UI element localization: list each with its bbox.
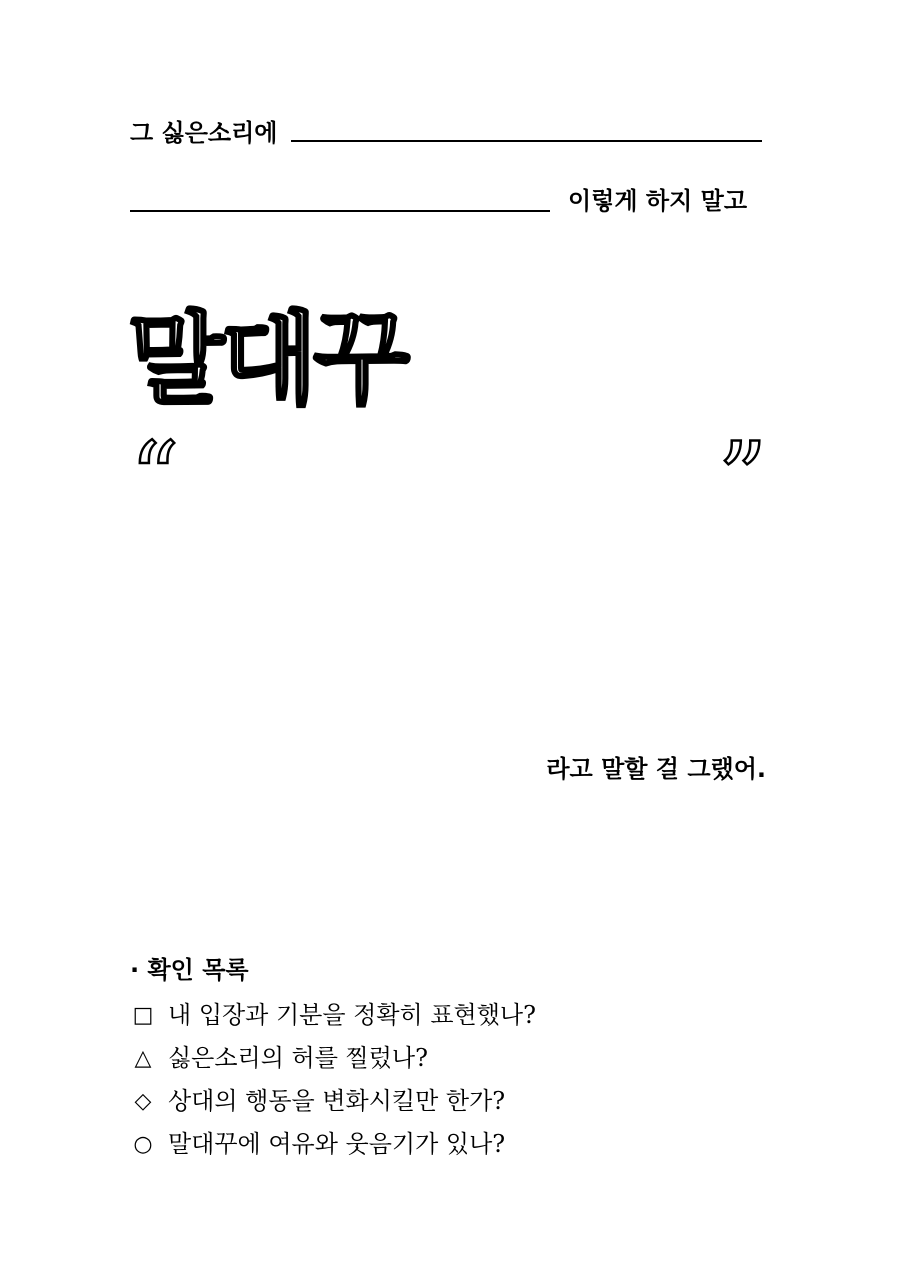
close-quote-mark: ”: [718, 422, 768, 534]
page-title: 말대꾸: [128, 301, 406, 418]
open-quote-mark: “: [130, 422, 180, 534]
prompt-line-1-text: 그 싫은소리에: [130, 119, 278, 147]
answer-blank-2[interactable]: [130, 184, 550, 212]
answer-blank-1[interactable]: [291, 114, 762, 142]
checklist-item[interactable]: [130, 1123, 770, 1166]
triangle-checkbox-icon[interactable]: △: [134, 1046, 152, 1071]
checklist-item-text: 말대꾸에 여유와 웃음기가 있나?: [168, 1130, 506, 1158]
diamond-checkbox-icon[interactable]: ◇: [134, 1089, 152, 1114]
checklist-item-text: 상대의 행동을 변화시킬만 한가?: [168, 1087, 506, 1115]
checklist-item-text: 싫은소리의 허를 찔렀나?: [168, 1044, 428, 1072]
checklist-heading: · 확인 목록: [130, 956, 249, 984]
checklist-item-text: 내 입장과 기분을 정확히 표현했나?: [168, 1001, 536, 1029]
prompt-line-2-text: 이렇게 하지 말고: [568, 187, 747, 215]
prompt-line-1: [130, 108, 770, 148]
checklist: [130, 950, 770, 1166]
ending-sentence: 라고 말할 걸 그랬어.: [546, 755, 766, 783]
square-checkbox-icon[interactable]: □: [132, 1003, 154, 1028]
checklist-item[interactable]: [130, 1037, 770, 1080]
checklist-item[interactable]: [130, 994, 770, 1037]
circle-checkbox-icon[interactable]: ○: [133, 1132, 153, 1157]
prompt-line-2: [130, 176, 770, 216]
checklist-item[interactable]: [130, 1080, 770, 1123]
